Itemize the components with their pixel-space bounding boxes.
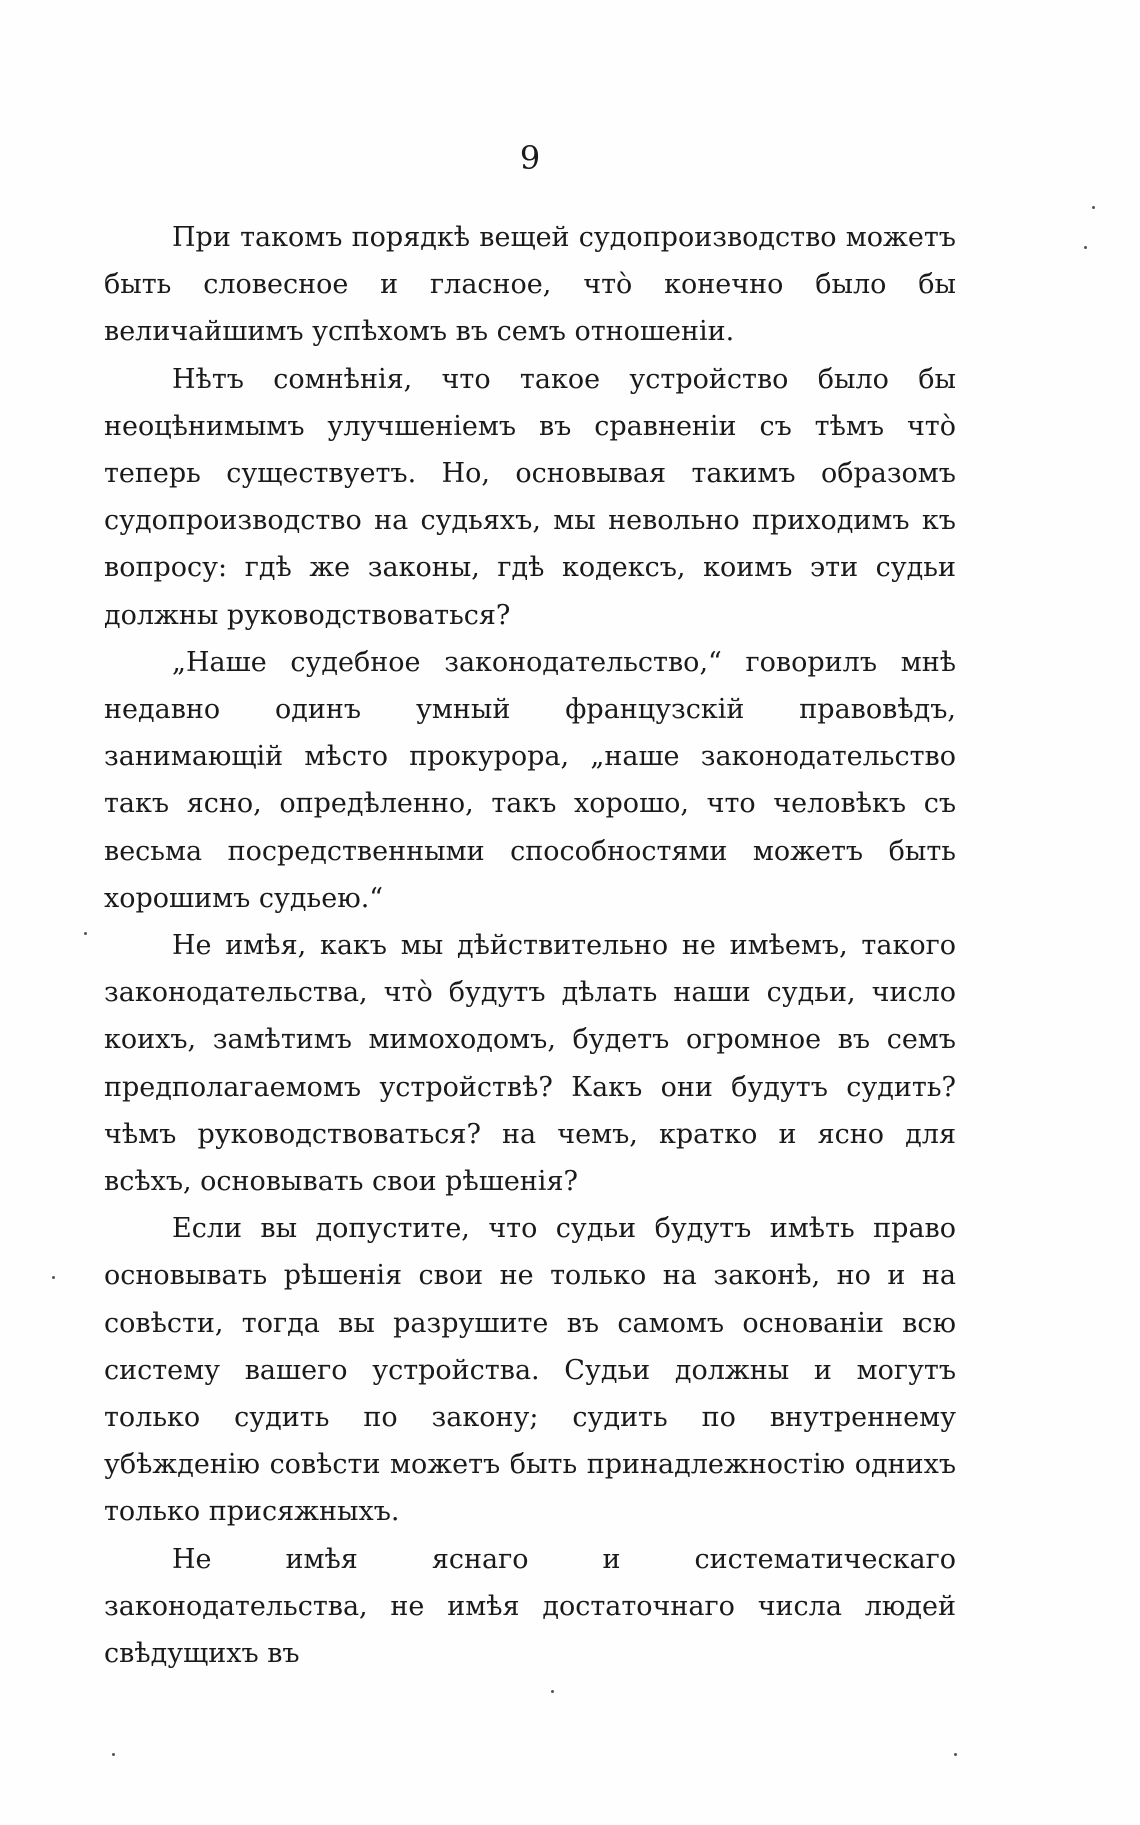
paragraph-4: Не имѣя, какъ мы дѣйствительно не имѣемъ, такого законодательства, что̀ будутъ дѣлать наши судьи, число коихъ, замѣтимъ мимоходомъ, будетъ огромное въ семъ предполагаемомъ устройствѣ? Какъ они будутъ судить? чѣмъ руководствоваться? на чемъ, кратко и ясно для всѣхъ, основывать свои рѣшенія? bbox=[104, 930, 956, 1198]
scan-speck bbox=[954, 1753, 957, 1756]
paragraph-1: При такомъ порядкѣ вещей судопроизводство можетъ быть словесное и гласное, что̀ конечно было бы величайшимъ успѣхомъ въ семъ отношеніи. bbox=[104, 222, 956, 348]
scan-speck bbox=[84, 932, 87, 935]
paragraph-2: Нѣтъ сомнѣнія, что такое устройство было бы неоцѣнимымъ улучшеніемъ въ сравненіи съ тѣмъ что̀ теперь существуетъ. Но, основывая такимъ образомъ судопроизводство на судьяхъ, мы невольно приходимъ къ вопросу: гдѣ же законы, гдѣ кодексъ, коимъ эти судьи должны руководствоваться? bbox=[104, 363, 956, 631]
scan-speck bbox=[112, 1753, 115, 1756]
paragraph-6: Не имѣя яснаго и систематическаго законодательства, не имѣя достаточнаго числа людей свѣдущихъ въ bbox=[104, 1543, 956, 1670]
scan-speck bbox=[1084, 246, 1087, 249]
scan-speck bbox=[1092, 206, 1095, 209]
paragraph-5: Если вы допустите, что судьи будутъ имѣть право основывать рѣшенія свои не только на законѣ, но и на совѣсти, тогда вы разрушите въ самомъ основаніи всю систему вашего устройства. Судьи должны и могутъ только судить по закону; судить по внутреннему убѣжденію совѣсти можетъ быть принадлежностію однихъ только присяжныхъ. bbox=[104, 1213, 956, 1528]
scan-speck bbox=[551, 1690, 554, 1693]
body-text bbox=[104, 214, 956, 1677]
page-number: 9 bbox=[519, 139, 541, 177]
scan-speck bbox=[52, 1276, 55, 1279]
paragraph-3: „Наше судебное законодательство,“ говорилъ мнѣ недавно одинъ умный французскій правовѣдъ, занимающій мѣсто прокурора, „наше законодательство такъ ясно, опредѣленно, такъ хорошо, что человѣкъ съ весьма посредственными способностями можетъ быть хорошимъ судьею.“ bbox=[104, 646, 956, 914]
